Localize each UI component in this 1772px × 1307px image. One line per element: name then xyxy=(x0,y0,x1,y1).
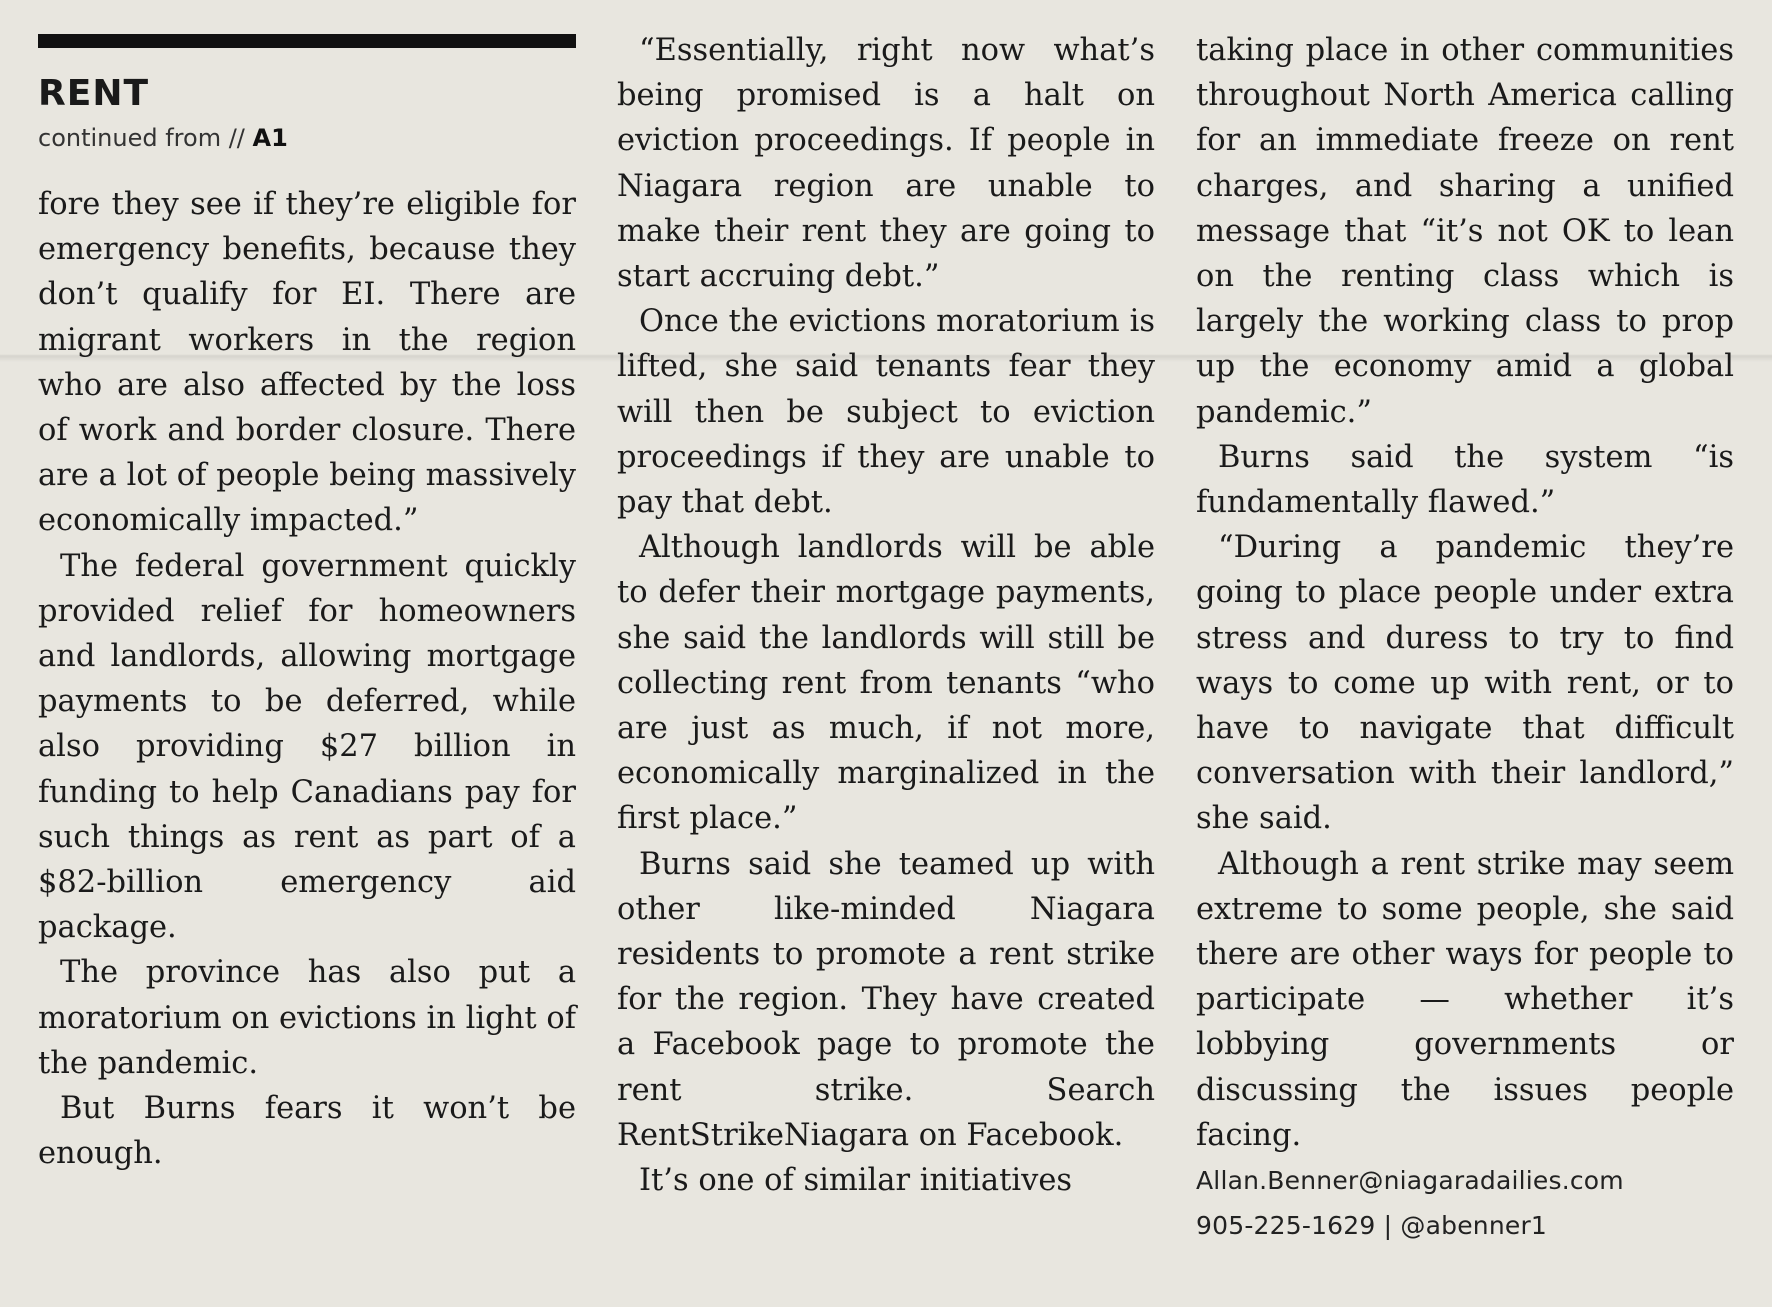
paragraph: Although a rent strike may seem extreme to some people, she said there are other ways for people to participate — whether it’s lobbying governments or discussing the issues people facing. xyxy=(1196,846,1734,1153)
section-rule xyxy=(38,34,576,48)
continued-page: A1 xyxy=(252,124,288,152)
author-email: Allan.Benner@niagaradailies.com xyxy=(1196,1166,1624,1196)
continued-label: continued from // xyxy=(38,124,245,152)
column-2 xyxy=(617,0,1155,1203)
column-1-text xyxy=(38,182,576,1176)
paragraph: Burns said she teamed up with other like-minded Niagara residents to promote a rent strike for the region. They have created a Facebook page to promote the rent strike. Search RentStrikeNiagara on Facebook. xyxy=(617,846,1155,1153)
paragraph: “During a pandemic they’re going to place people under extra stress and duress to try to find ways to come up with rent, or to have to navigate that difficult conversation with their landlord,” she said. xyxy=(1196,530,1734,837)
column-3 xyxy=(1196,0,1734,1248)
author-signature xyxy=(1196,1158,1734,1248)
paragraph: Once the evictions moratorium is lifted, she said tenants fear they will then be subject to eviction proceedings if they are unable to pay that debt. xyxy=(617,304,1155,521)
section-kicker: RENT xyxy=(38,73,149,114)
paragraph: Burns said the system “is fundamentally flawed.” xyxy=(1196,439,1734,521)
paragraph: But Burns fears it won’t be enough. xyxy=(38,1091,576,1172)
paragraph: “Essentially, right now what’s being promised is a halt on eviction proceedings. If people in Niagara region are unable to make their rent they are going to start accruing debt.” xyxy=(617,33,1155,295)
paragraph: The federal government quickly provided relief for homeowners and landlords, allowing mortgage payments to be deferred, while also providing $27 billion in funding to help Canadians pay for such things as rent as part of a $82-billion emergency aid package. xyxy=(38,548,576,946)
paragraph: Although landlords will be able to defer their mortgage payments, she said the landlords will still be collecting rent from tenants “who are just as much, if not more, economically marginalized in the first place.” xyxy=(617,530,1155,837)
paragraph: It’s one of similar initiatives xyxy=(639,1163,1073,1199)
paragraph: taking place in other communities throughout North America calling for an immediate freeze on rent charges, and sharing a unified message that “it’s not OK to lean on the renting class which is largely the working class to prop up the economy amid a global pandemic.” xyxy=(1196,33,1734,430)
column-2-text xyxy=(617,28,1155,1203)
column-3-text xyxy=(1196,28,1734,1158)
column-1 xyxy=(38,0,576,1176)
paragraph: fore they see if they’re eligible for emergency benefits, because they don’t qualify for EI. There are migrant workers in the region who are also affected by the loss of work and border closure. There are a lot of people being massively economically impacted.” xyxy=(38,187,576,539)
paragraph: The province has also put a moratorium on evictions in light of the pandemic. xyxy=(38,955,576,1081)
continued-from-line xyxy=(38,126,576,150)
author-contact: 905-225-1629 | @abenner1 xyxy=(1196,1211,1548,1241)
